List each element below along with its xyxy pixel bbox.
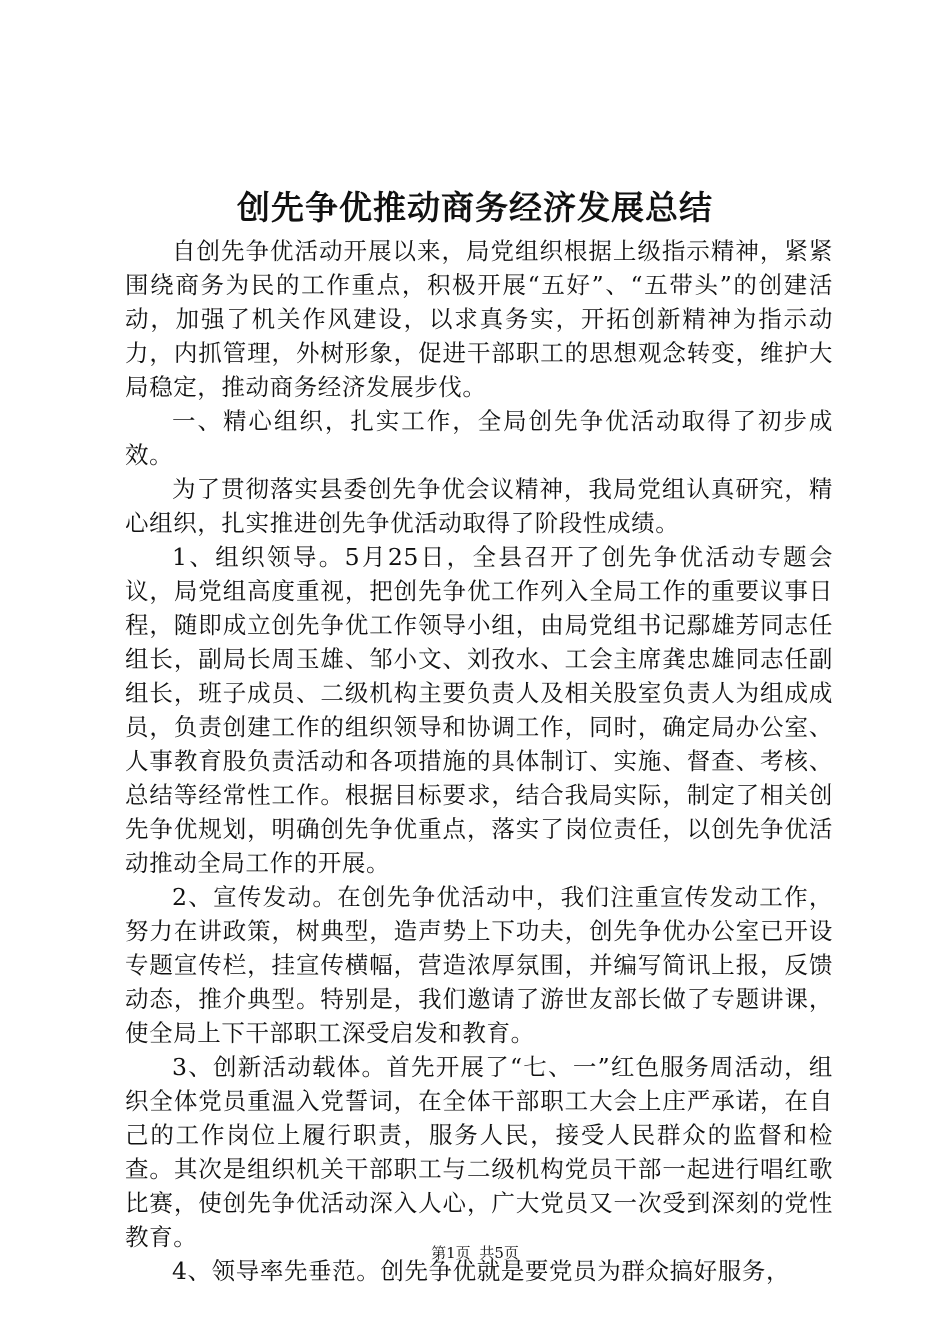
document-title: 创先争优推动商务经济发展总结	[237, 188, 713, 227]
paragraph-section-heading: 一、精心组织，扎实工作，全局创先争优活动取得了初步成效。	[125, 407, 833, 469]
paragraph-item-4: 4、领导率先垂范。创先争优就是要党员为群众搞好服务，	[172, 1257, 791, 1285]
page-number-total: 共5页	[479, 1244, 519, 1262]
paragraph-item-3: 3、创新活动载体。首先开展了“七、一”红色服务周活动，组织全体党员重温入党誓词，在全体干部职工大会上庄严承诺，在自己的工作岗位上履行职责，服务人民，接受人民群众的监督和检查。其次是组织机关干部职工与二级机构党员干部一起进行唱红歌比赛，使创先争优活动深入人心，广大党员又一次受到深刻的党性教育。	[125, 1053, 833, 1251]
paragraph-section-summary: 为了贯彻落实县委创先争优会议精神，我局党组认真研究，精心组织，扎实推进创先争优活动取得了阶段性成绩。	[125, 475, 833, 537]
page-footer	[0, 1243, 950, 1263]
document-body	[125, 234, 833, 1288]
paragraph-item-2: 2、宣传发动。在创先争优活动中，我们注重宣传发动工作，努力在讲政策，树典型，造声势上下功夫，创先争优办公室已开设专题宣传栏，挂宣传横幅，营造浓厚氛围，并编写简讯上报，反馈动态，推介典型。特别是，我们邀请了游世友部长做了专题讲课，使全局上下干部职工深受启发和教育。	[125, 883, 833, 1047]
paragraph-item-1: 1、组织领导。5月25日，全县召开了创先争优活动专题会议，局党组高度重视，把创先争优工作列入全局工作的重要议事日程，随即成立创先争优工作领导小组，由局党组书记鄢雄芳同志任组长，副局长周玉雄、邹小文、刘孜水、工会主席龚忠雄同志任副组长，班子成员、二级机构主要负责人及相关股室负责人为组成成员，负责创建工作的组织领导和协调工作，同时，确定局办公室、人事教育股负责活动和各项措施的具体制订、实施、督查、考核、总结等经常性工作。根据目标要求，结合我局实际，制定了相关创先争优规划，明确创先争优重点，落实了岗位责任，以创先争优活动推动全局工作的开展。	[125, 543, 833, 877]
paragraph-intro: 自创先争优活动开展以来，局党组织根据上级指示精神，紧紧围绕商务为民的工作重点，积极开展“五好”、“五带头”的创建活动，加强了机关作风建设，以求真务实，开拓创新精神为指示动力，内抓管理，外树形象，促进干部职工的思想观念转变，维护大局稳定，推动商务经济发展步伐。	[125, 237, 833, 401]
page-number-current: 第1页	[431, 1244, 471, 1262]
